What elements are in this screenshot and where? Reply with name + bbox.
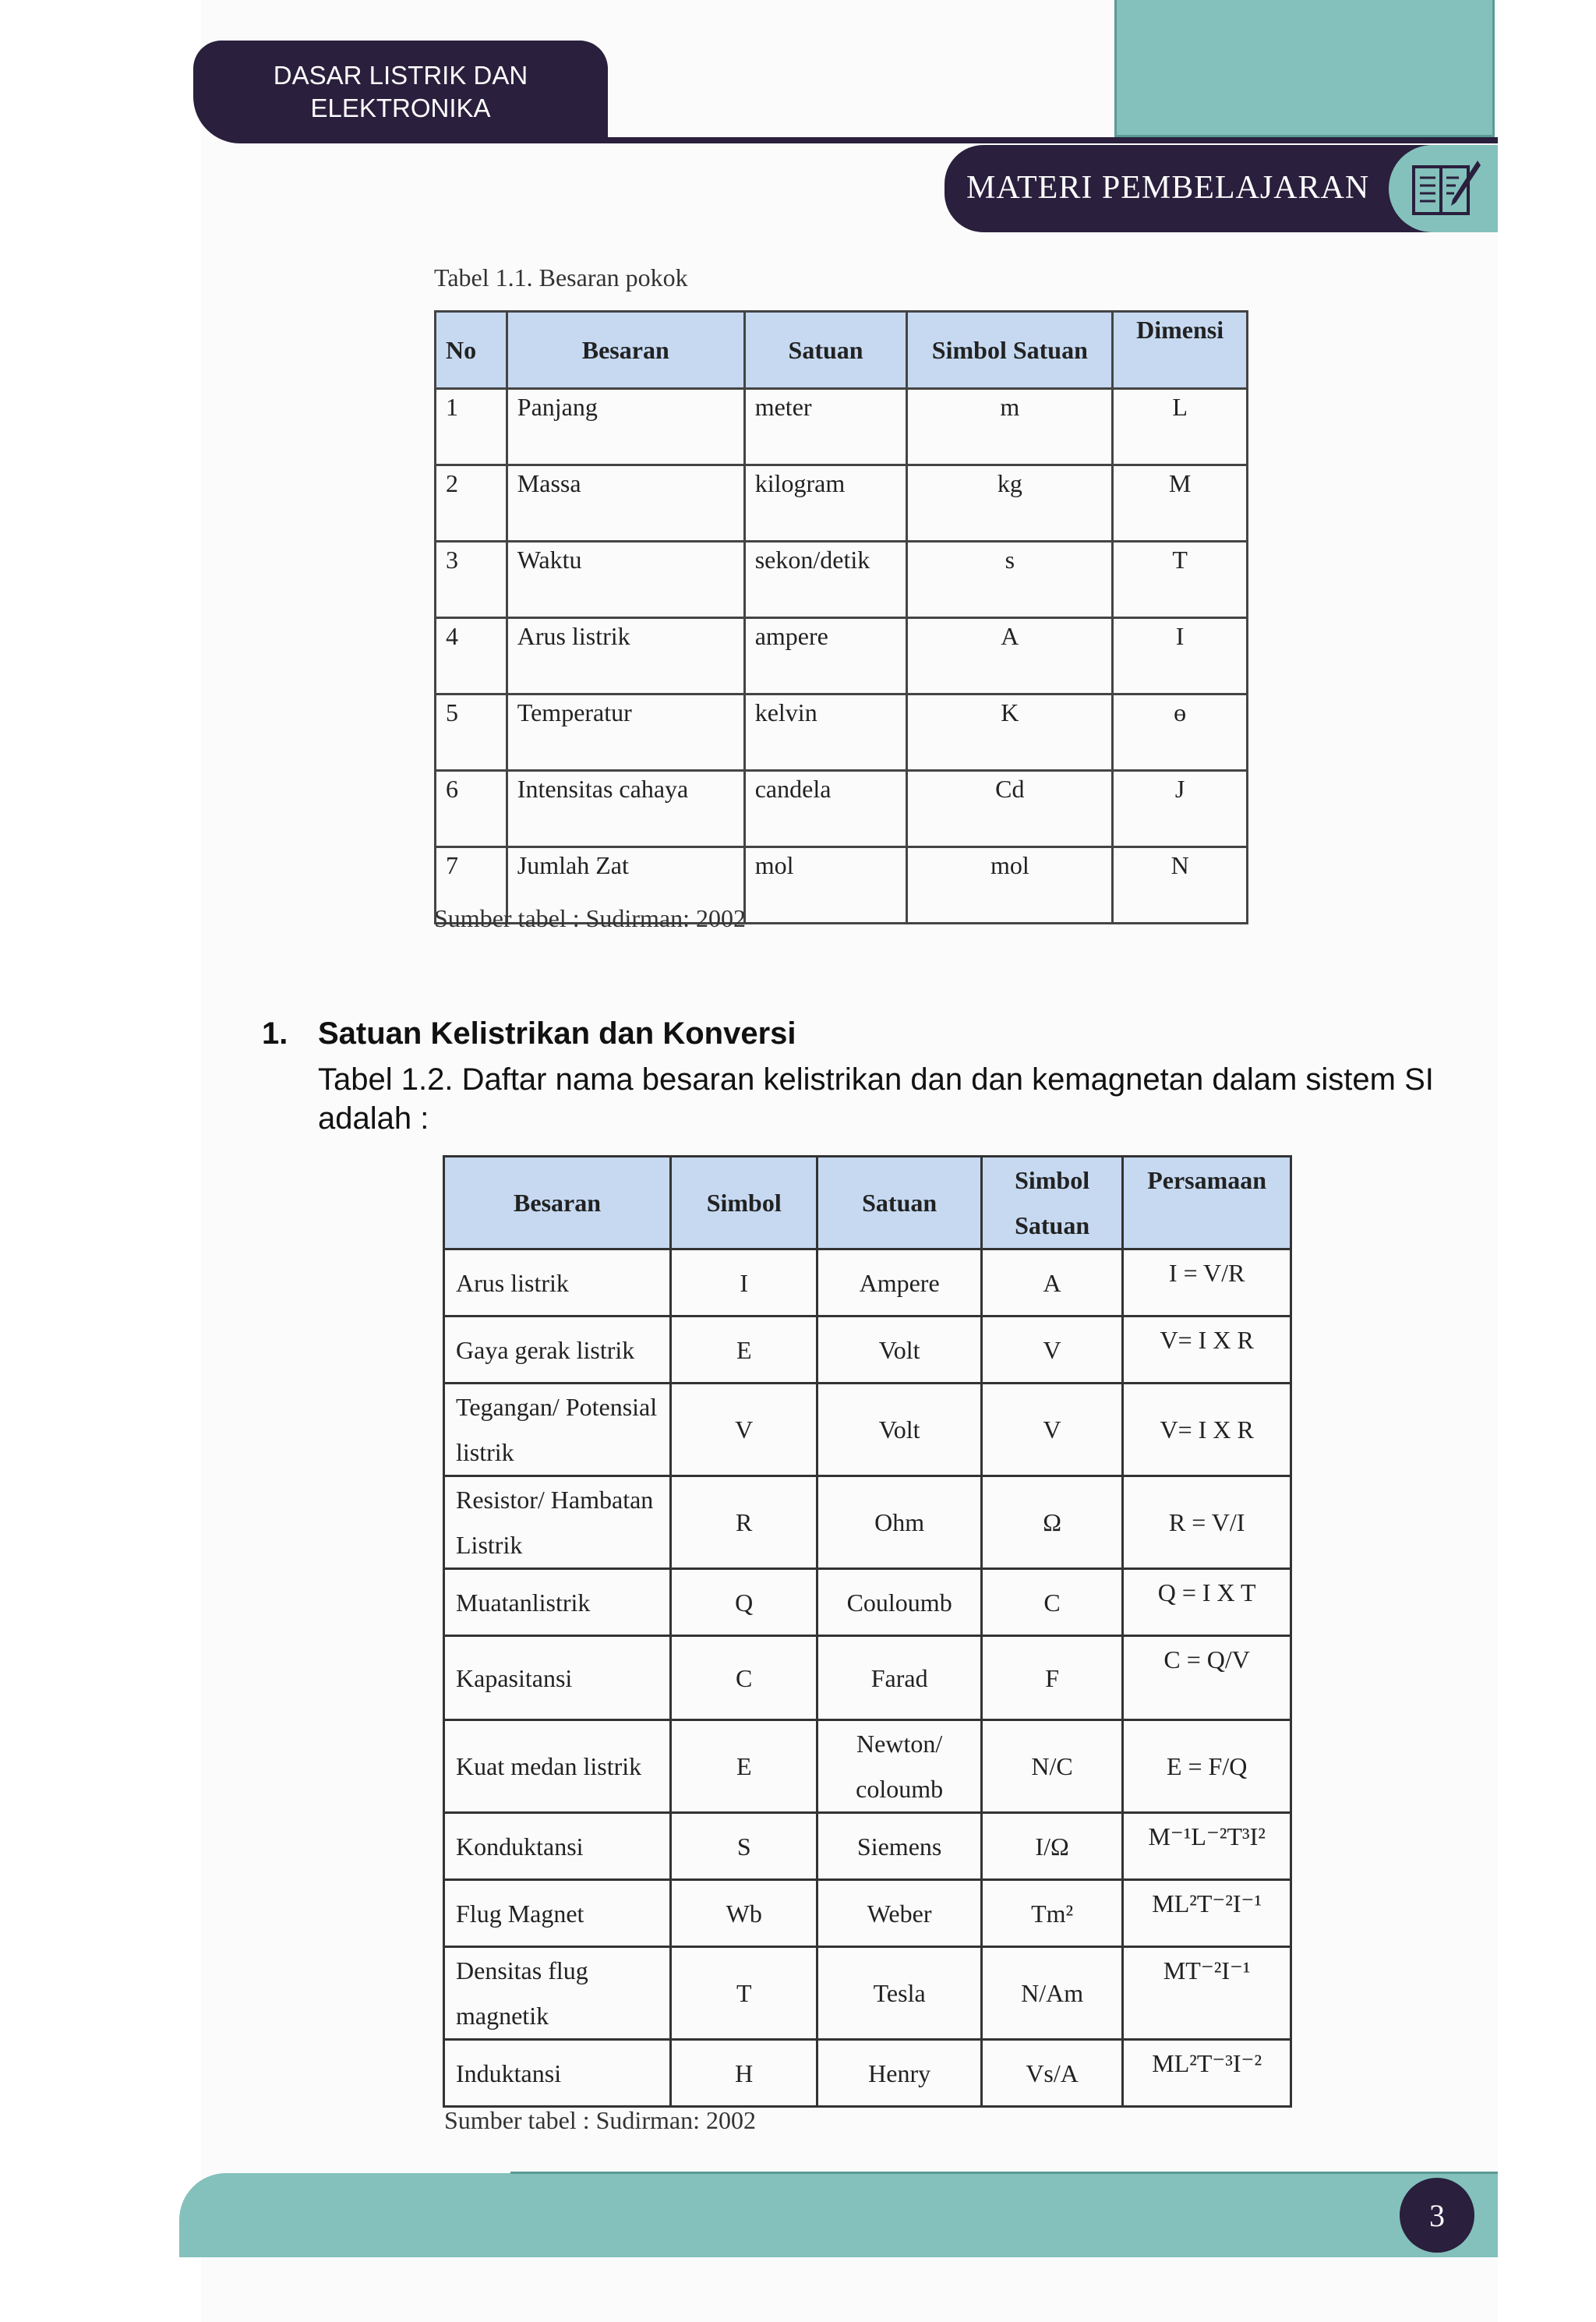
column-header: Besaran — [507, 312, 744, 389]
column-header: Satuan — [744, 312, 907, 389]
table-cell: ɵ — [1113, 694, 1248, 771]
table-cell: V= I X R — [1123, 1317, 1291, 1384]
table-cell: Q — [671, 1569, 817, 1636]
table-cell: Ω — [981, 1476, 1122, 1569]
table-row — [444, 1636, 1291, 1720]
table-cell: H — [671, 2040, 817, 2107]
table-cell: I — [671, 1249, 817, 1317]
table-cell: R — [671, 1476, 817, 1569]
table-cell: ML²T⁻³I⁻² — [1123, 2040, 1291, 2107]
table-cell: sekon/detik — [744, 542, 907, 618]
table2-source: Sumber tabel : Sudirman: 2002 — [444, 2106, 756, 2134]
table-cell: Ampere — [817, 1249, 982, 1317]
table-cell: Couloumb — [817, 1569, 982, 1636]
table-cell: K — [907, 694, 1113, 771]
table-cell: Kuat medan listrik — [444, 1720, 671, 1813]
table-cell: Cd — [907, 771, 1113, 847]
column-header: Satuan — [817, 1157, 982, 1249]
table-cell: Induktansi — [444, 2040, 671, 2107]
table-cell: Densitas flug magnetik — [444, 1947, 671, 2040]
table-cell: MT⁻²I⁻¹ — [1123, 1947, 1291, 2040]
column-header: Persamaan — [1123, 1157, 1291, 1249]
table-cell: N — [1113, 847, 1248, 924]
table-cell: Q = I X T — [1123, 1569, 1291, 1636]
table-cell: kilogram — [744, 465, 907, 542]
footer-bar — [179, 2173, 1498, 2257]
table-cell: ampere — [744, 618, 907, 694]
subject-title-line1: DASAR LISTRIK DAN — [273, 61, 528, 90]
table-cell: Farad — [817, 1636, 982, 1720]
table-cell: meter — [744, 389, 907, 465]
table-cell: 7 — [436, 847, 507, 924]
table-cell: Wb — [671, 1880, 817, 1947]
table-cell: I — [1113, 618, 1248, 694]
table-cell: m — [907, 389, 1113, 465]
section-title: Satuan Kelistrikan dan Konversi — [318, 1016, 796, 1051]
table-cell: L — [1113, 389, 1248, 465]
table-cell: Volt — [817, 1317, 982, 1384]
table-cell: E = F/Q — [1123, 1720, 1291, 1813]
table-cell: N/Am — [981, 1947, 1122, 2040]
table-cell: candela — [744, 771, 907, 847]
table-cell: C — [981, 1569, 1122, 1636]
table-cell: Henry — [817, 2040, 982, 2107]
table-cell: mol — [744, 847, 907, 924]
table-cell: V — [981, 1317, 1122, 1384]
table-row — [444, 1947, 1291, 2040]
table-row — [436, 465, 1248, 542]
book-pencil-icon — [1411, 159, 1482, 218]
subject-tab — [193, 41, 608, 143]
table-cell: Ohm — [817, 1476, 982, 1569]
table-cell: E — [671, 1317, 817, 1384]
table-cell: mol — [907, 847, 1113, 924]
table-cell: Jumlah Zat — [507, 847, 744, 924]
table-cell: Tm² — [981, 1880, 1122, 1947]
table-header-row — [444, 1157, 1291, 1249]
table-cell: E — [671, 1720, 817, 1813]
table-cell: M⁻¹L⁻²T³I² — [1123, 1813, 1291, 1880]
table-cell: Gaya gerak listrik — [444, 1317, 671, 1384]
table-row — [436, 542, 1248, 618]
table-cell: C = Q/V — [1123, 1636, 1291, 1720]
table-cell: ML²T⁻²I⁻¹ — [1123, 1880, 1291, 1947]
table-cell: S — [671, 1813, 817, 1880]
table-cell: Intensitas cahaya — [507, 771, 744, 847]
table-row — [444, 1317, 1291, 1384]
table-cell: 1 — [436, 389, 507, 465]
table-cell: 3 — [436, 542, 507, 618]
footer-divider — [510, 2172, 1498, 2174]
table-cell: 4 — [436, 618, 507, 694]
table-cell: A — [907, 618, 1113, 694]
table-cell: I = V/R — [1123, 1249, 1291, 1317]
table-cell: F — [981, 1636, 1122, 1720]
section-description: Tabel 1.2. Daftar nama besaran kelistrikan dan dan kemagnetan dalam sistem SI adalah : — [318, 1062, 1434, 1136]
table-cell: Waktu — [507, 542, 744, 618]
table-cell: T — [1113, 542, 1248, 618]
table-row — [444, 1249, 1291, 1317]
table-cell: Panjang — [507, 389, 744, 465]
section-number: 1. — [262, 1016, 288, 1051]
table-cell: V — [671, 1384, 817, 1476]
column-header: Simbol Satuan — [907, 312, 1113, 389]
table-cell: V= I X R — [1123, 1384, 1291, 1476]
table-cell: Volt — [817, 1384, 982, 1476]
table-cell: 6 — [436, 771, 507, 847]
table-cell: s — [907, 542, 1113, 618]
table-row — [444, 1476, 1291, 1569]
table-cell: Arus listrik — [444, 1249, 671, 1317]
table1-source: Sumber tabel : Sudirman: 2002 — [434, 904, 746, 932]
table-row — [444, 1569, 1291, 1636]
table-row — [444, 1813, 1291, 1880]
column-header: No — [436, 312, 507, 389]
header-divider — [242, 137, 1498, 143]
table1-caption: Tabel 1.1. Besaran pokok — [434, 263, 688, 292]
table-cell: Flug Magnet — [444, 1880, 671, 1947]
table-cell: Temperatur — [507, 694, 744, 771]
section-banner-label: MATERI PEMBELAJARAN — [966, 170, 1370, 206]
table-cell: Kapasitansi — [444, 1636, 671, 1720]
table-cell: 5 — [436, 694, 507, 771]
table-row — [436, 618, 1248, 694]
table-cell: Muatanlistrik — [444, 1569, 671, 1636]
subject-title-line2: ELEKTRONIKA — [310, 94, 491, 122]
column-header: Simbol Satuan — [981, 1157, 1122, 1249]
table-cell: V — [981, 1384, 1122, 1476]
column-header: Dimensi — [1113, 312, 1248, 389]
table-cell: Massa — [507, 465, 744, 542]
column-header: Simbol — [671, 1157, 817, 1249]
column-header: Besaran — [444, 1157, 671, 1249]
table-row — [444, 1880, 1291, 1947]
table-cell: Tesla — [817, 1947, 982, 2040]
table-row — [436, 694, 1248, 771]
table-cell: C — [671, 1636, 817, 1720]
table-row — [444, 2040, 1291, 2107]
table-cell: Vs/A — [981, 2040, 1122, 2107]
table-cell: Konduktansi — [444, 1813, 671, 1880]
table-cell: J — [1113, 771, 1248, 847]
table-cell: N/C — [981, 1720, 1122, 1813]
table-row — [444, 1720, 1291, 1813]
header-accent-block — [1114, 0, 1495, 137]
table-cell: T — [671, 1947, 817, 2040]
table-besaran-pokok — [434, 310, 1248, 924]
table-cell: Siemens — [817, 1813, 982, 1880]
table-header-row — [436, 312, 1248, 389]
table-cell: Newton/ coloumb — [817, 1720, 982, 1813]
table-cell: kg — [907, 465, 1113, 542]
table-cell: Resistor/ Hambatan Listrik — [444, 1476, 671, 1569]
table-cell: M — [1113, 465, 1248, 542]
table-row — [436, 389, 1248, 465]
table-cell: A — [981, 1249, 1122, 1317]
table-cell: Weber — [817, 1880, 982, 1947]
table-row — [444, 1384, 1291, 1476]
table-cell: R = V/I — [1123, 1476, 1291, 1569]
table-cell: I/Ω — [981, 1813, 1122, 1880]
table-cell: Tegangan/ Potensial listrik — [444, 1384, 671, 1476]
table-cell: Arus listrik — [507, 618, 744, 694]
page-number: 3 — [1400, 2178, 1474, 2253]
table-cell: 2 — [436, 465, 507, 542]
table-row — [436, 771, 1248, 847]
table-besaran-kelistrikan — [443, 1155, 1292, 2108]
table-cell: kelvin — [744, 694, 907, 771]
